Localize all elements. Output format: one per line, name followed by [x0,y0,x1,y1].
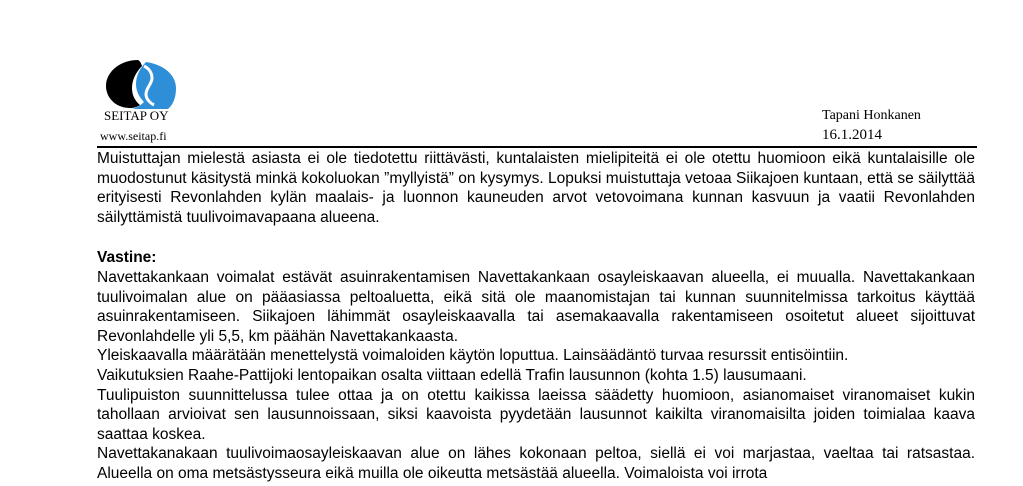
response-paragraph: Yleiskaavalla määrätään menettelystä voimaloiden käytön loputtua. Lainsäädäntö turvaa resurssit entisöintiin. [97,347,849,365]
author-name: Tapani Honkanen [822,108,921,123]
document-body [97,149,975,484]
intro-paragraph: Muistuttajan mielestä asiasta ei ole tiedotettu riittävästi, kuntalaisten mielipiteitä ei ole otettu huomioon eikä kuntalaisille ole muodostunut käsitystä minkä kokoluokan ”myllyistä” on kysymys. Lopuksi muistuttaja vetoaa Siikajoen kuntaan, että se säilyttää erityisesti Revonlahden kylän maalais- ja luonnon kauneuden arvot vetovoimana kunnan kasvuun ja vaatii Revonlahden säilyttämistä tuulivoimavapaana alueena. [97,150,975,226]
response-paragraph: Vaikutuksien Raahe-Pattijoki lentopaikan osalta viittaan edellä Trafin lausunnon (kohta 1.5) lausumaani. [97,366,807,384]
website-url: www.seitap.fi [100,129,167,143]
response-paragraph: Navettakankaan voimalat estävät asuinrakentamisen Navettakankaan osayleiskaavan alueella, ei muualla. Navettakankaan tuulivoimalan alue on pääasiassa peltoaluetta, eikä sitä ole maanomistajan tai kunnan suunnitelmissa tarkoitus käyttää asuinrakentamiseen. Siikajoen lähimmät osayleiskaavalla tai asemakaavalla rakentamiseen osoitetut alueet sijoittuvat Revonlahdelle yli 5,5, km päähän Navettakankaasta. [97,268,975,345]
seitap-logo [100,58,180,110]
response-paragraph: Navettakanakaan tuulivoimaosayleiskaavan alue on lähes kokonaan peltoa, siellä ei voi marjastaa, vaeltaa tai ratsastaa. Alueella on oma metsästysseura eikä muilla ole oikeutta metsästää alueella. Voimaloista voi irrota [97,445,975,482]
header-divider [97,146,977,148]
document-date: 16.1.2014 [822,127,882,143]
page-header [0,0,1023,150]
response-paragraph: Tuulipuiston suunnittelussa tulee ottaa ja on otettu kaikissa laeissa säädetty huomioon, asianomaiset viranomaiset kukin tahollaan arvioivat sen lausunnoissaan, siksi kaavoista pyydetään lausunnot kaikilta viranomaisilta joiden toimialaa kaava saattaa koskea. [97,386,975,443]
organization-name: SEITAP OY [104,108,169,123]
section-heading: Vastine: [97,249,157,267]
paragraph-gap [97,227,975,248]
